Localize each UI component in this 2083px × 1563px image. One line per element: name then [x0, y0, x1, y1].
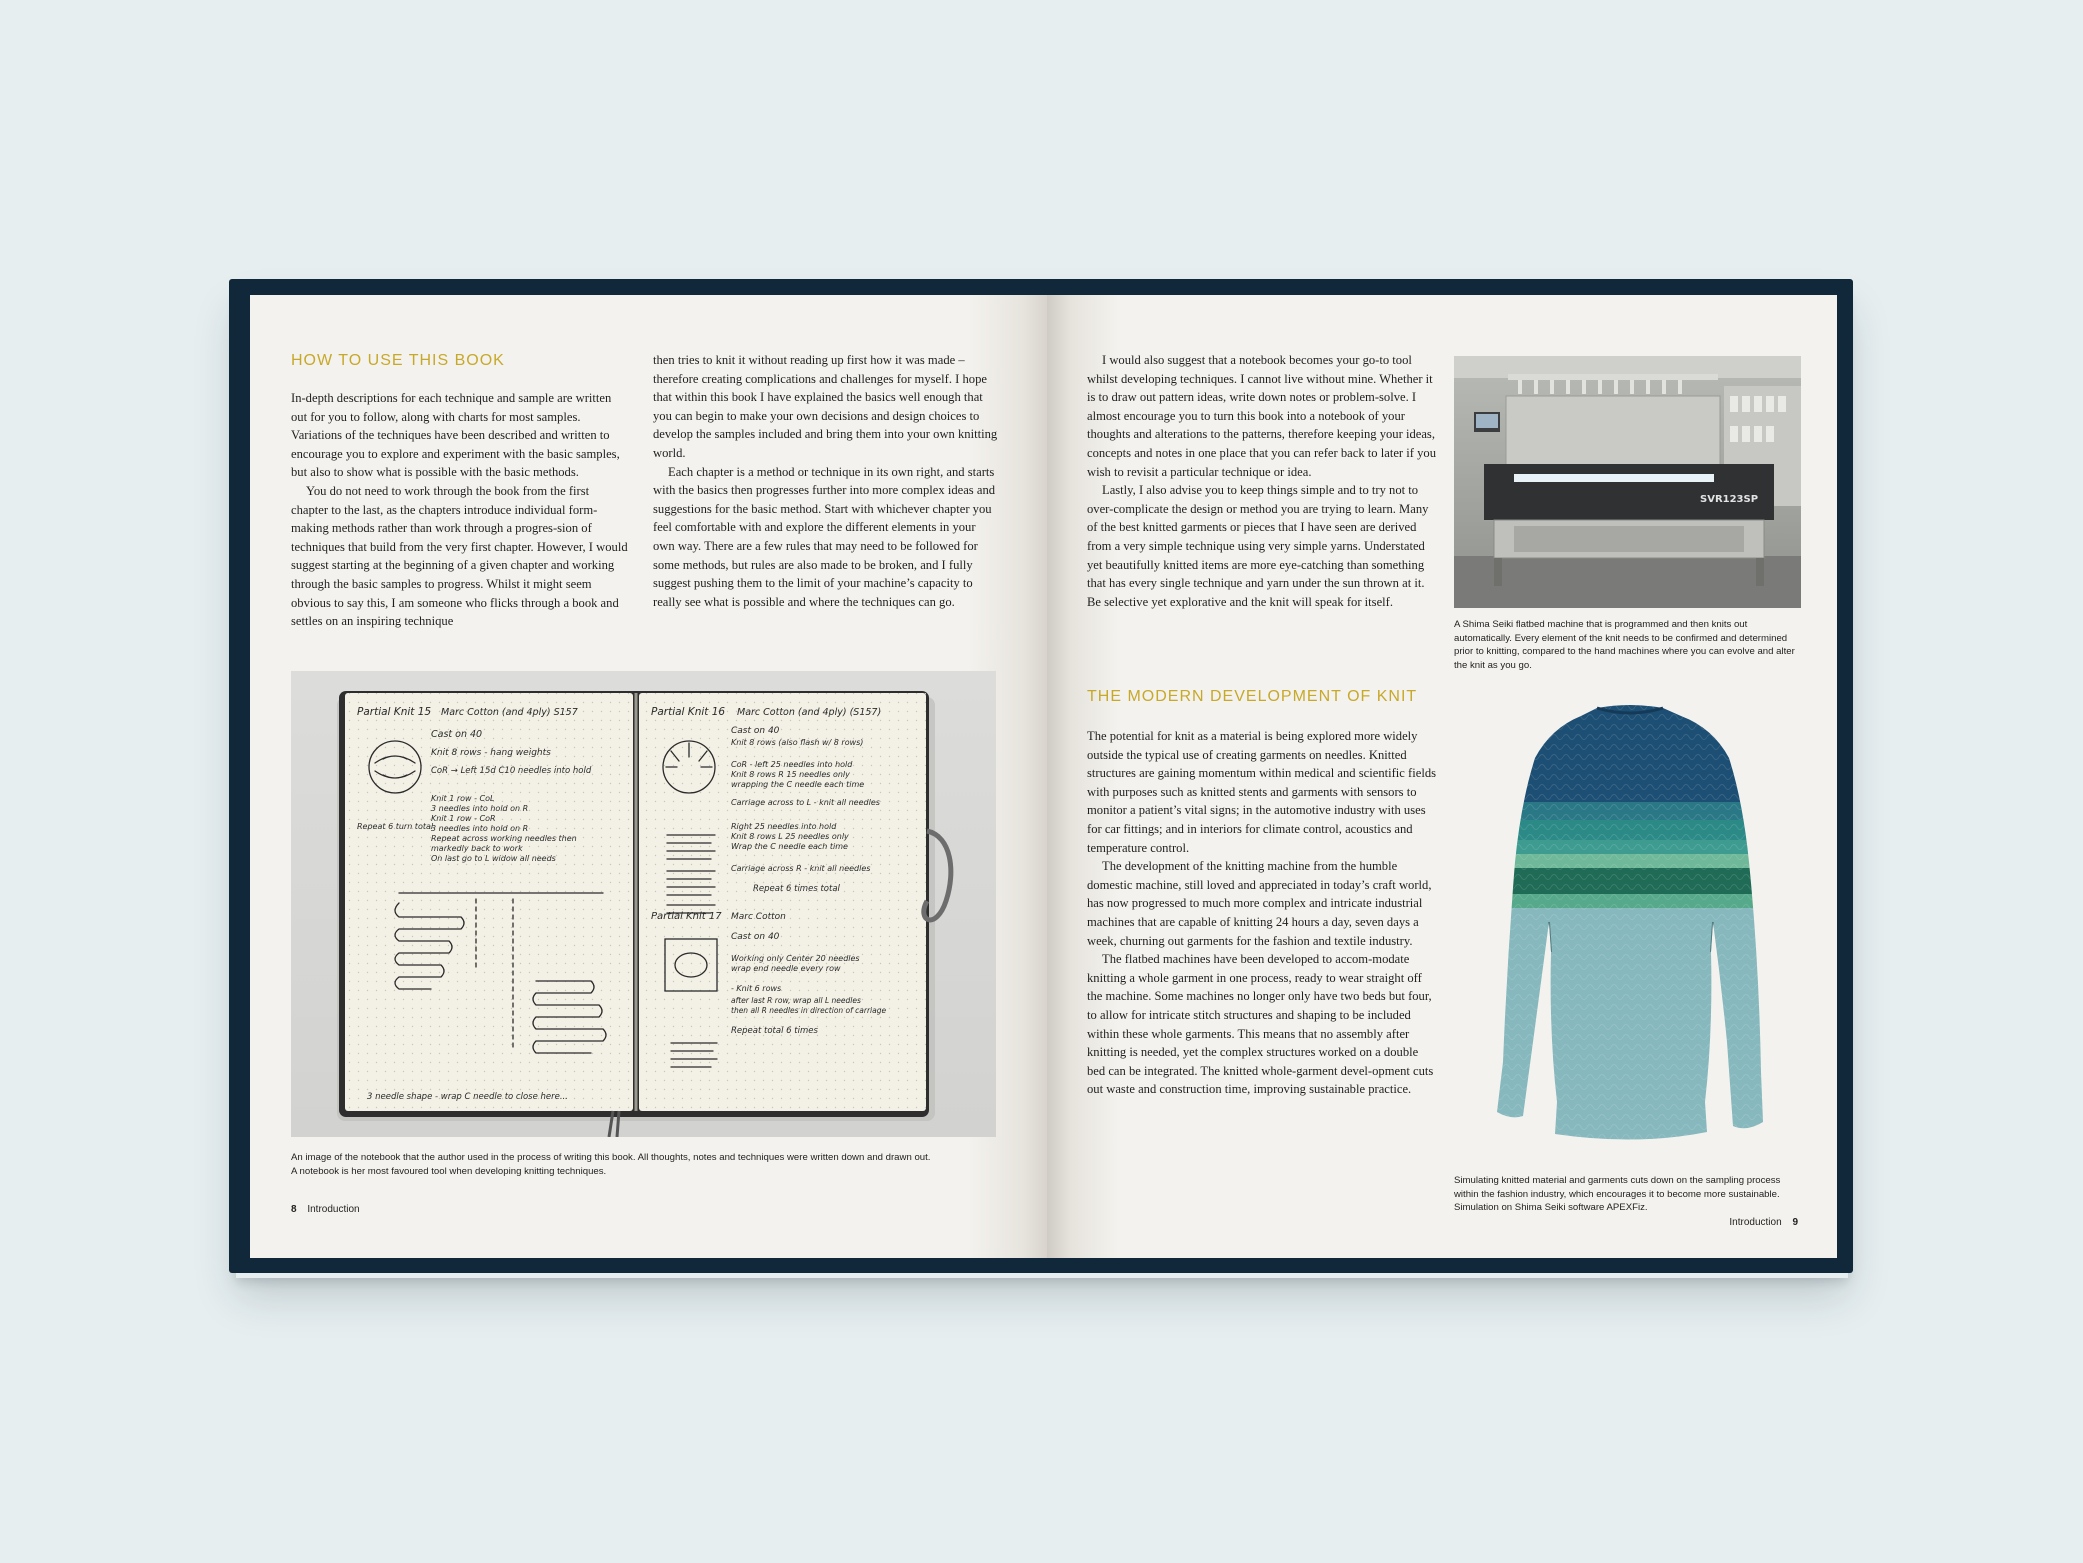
machine-caption: A Shima Seiki flatbed machine that is programmed and then knits out automatically. Every element of the knit needs to be confirmed and determined prior to knitting, compared to the hand machines where you can evolve and alter the knit as you go. — [1454, 619, 1795, 671]
notebook-line: Knit 1 row - CoR — [431, 814, 496, 823]
caption-line: An image of the notebook that the author used in the process of writing this book. All thoughts, notes and techniques were written down and drawn out. — [291, 1152, 931, 1163]
notebook-line: - Knit 6 rows — [731, 984, 782, 993]
notebook-line: Cast on 40 — [731, 726, 780, 736]
notebook-side-note: Repeat 6 turn total — [357, 822, 434, 831]
notebook-line: Repeat 6 times total — [753, 884, 840, 894]
notebook-line: Knit 8 rows - hang weights — [431, 748, 551, 758]
page-number: 8 — [291, 1204, 297, 1215]
notebook-photo — [291, 671, 996, 1137]
notebook-right-title-2: Partial Knit 17 — [651, 911, 722, 922]
notebook-footer: 3 needle shape - wrap C needle to close here... — [367, 1092, 568, 1102]
left-page — [250, 295, 1047, 1258]
notebook-line: Knit 1 row - CoL — [431, 794, 495, 803]
sweater-caption: Simulating knitted material and garments cuts down on the sampling process within the fashion industry, which encourages it to become more sustainable. Simulation on Shima Seiki software APEXFiz. — [1454, 1175, 1781, 1214]
notebook-line: CoR → Left 15d C10 needles into hold — [431, 766, 592, 776]
right-text-column-1 — [1087, 351, 1437, 611]
paragraph: The development of the knitting machine from the humble domestic machine, still loved and appreciated in today’s craft world, has now progressed to much more complex and intricate industrial machines that are capable of knitting 24 hours a day, seven days a week, churning out garments for the fashion and textile industry. — [1087, 859, 1432, 948]
notebook-line: 3 needles into hold on R — [431, 804, 529, 813]
running-footer: Introduction — [307, 1204, 360, 1215]
notebook-line: CoR - left 25 needles into hold — [731, 760, 853, 769]
section-heading-modern-development: THE MODERN DEVELOPMENT OF KNIT — [1087, 688, 1418, 705]
notebook-left-subtitle: Marc Cotton (and 4ply) S157 — [441, 707, 578, 718]
notebook-line: Cast on 40 — [431, 729, 483, 740]
notebook-line: Carriage across R - knit all needles — [731, 864, 871, 873]
section-heading-how-to-use: HOW TO USE THIS BOOK — [291, 352, 505, 369]
knitting-machine-photo — [1454, 356, 1801, 608]
notebook-line: Repeat total 6 times — [731, 1026, 818, 1036]
notebook-line: Repeat across working needles then — [431, 834, 577, 843]
notebook-line: wrapping the C needle each time — [731, 780, 865, 789]
caption-line: A notebook is her most favoured tool when developing knitting techniques. — [291, 1165, 607, 1177]
paragraph: Lastly, I also advise you to keep things simple and to try not to over-complicate the design or method you are trying to learn. Many of the best knitted garments or pieces that I have seen are derived from a very simple technique using very simple yarns. Understated yet beautifully knitted items are more eye-catching than something that has every single technique and yarn under the sun thrown at it. Be selective yet explorative and the knit will speak for itself. — [1087, 483, 1429, 609]
right-page — [1047, 295, 1837, 1258]
notebook-line: Knit 8 rows L 25 needles only — [731, 832, 849, 841]
notebook-line: after last R row, wrap all L needles — [731, 996, 861, 1005]
notebook-line: On last go to L widow all needs — [431, 854, 556, 863]
notebook-line: 3 needles into hold on R — [431, 824, 529, 833]
left-text-column-2 — [653, 351, 999, 611]
notebook-line: Knit 8 rows (also flash w/ 8 rows) — [731, 738, 864, 747]
notebook-line: wrap end needle every row — [731, 964, 841, 973]
sweater-simulation-image — [1467, 702, 1793, 1146]
notebook-caption — [291, 1151, 1001, 1178]
page-number: 9 — [1792, 1217, 1798, 1228]
notebook-right-title: Partial Knit 16 — [651, 706, 726, 718]
paragraph: then tries to knit it without reading up first how it was made – therefore creating complications and challenges for myself. I hope that within this book I have explained the basics well enough that you can begin to make your own decisions and design choices to develop the samples included and bring them into your own knitting world. — [653, 353, 998, 460]
paragraph: In-depth descriptions for each technique and sample are written out for you to follow, along with charts for most samples. Variations of the techniques have been described and written to encourage you to explore and experiment with the basic samples, but also to show what is possible with the basic methods. — [291, 391, 620, 480]
notebook-line: Right 25 needles into hold — [731, 822, 837, 831]
left-text-column-1 — [291, 389, 628, 631]
notebook-line: then all R needles in direction of carriage — [731, 1006, 887, 1015]
notebook-right-subtitle: Marc Cotton (and 4ply) (S157) — [737, 707, 882, 718]
paragraph: Each chapter is a method or technique in its own right, and starts with the basics then progresses further into more complex ideas and suggestions for the basic method. Start with whichever chapter you feel comfortable with and explore the different elements in your own way. There are a few rules that may need to be followed for some methods, but rules are also made to be broken, and I fully suggest pushing them to the limit of your machine’s capacity to really see what is possible and where the techniques can go. — [653, 464, 996, 609]
notebook-line: markedly back to work — [431, 844, 523, 853]
notebook-left-title: Partial Knit 15 — [357, 706, 432, 718]
right-text-column-2 — [1087, 727, 1437, 1099]
notebook-line: Wrap the C needle each time — [731, 842, 848, 851]
notebook-line: Working only Center 20 needles — [731, 954, 860, 963]
paragraph: The flatbed machines have been developed to accom-modate knitting a whole garment in one process, ready to wear straight off the machine. Some machines no longer only have two beds but four, to allow for intricate stitch structures and shaping to be included within these whole garments. This means that no assembly after knitting is needed, yet the complex structures worked on a double bed can be integrated. The knitted whole-garment devel-opment cuts out waste and construction time, improving sustainable practice. — [1087, 952, 1434, 1097]
notebook-right-subtitle-2: Marc Cotton — [731, 912, 786, 922]
notebook-line: Knit 8 rows R 15 needles only — [731, 770, 850, 779]
running-footer: Introduction — [1729, 1217, 1782, 1228]
paragraph: The potential for knit as a material is being explored more widely outside the typical use of creating garments on needles. Knitted structures are gaining momentum within medical and scientific fields with purposes such as knitted stents and garments with sensors to monitor a patient’s vital signs; in the automotive industry with uses for car fittings; and in interiors for climate control, acoustics and temperature control. — [1087, 729, 1437, 855]
notebook-line: Cast on 40 — [731, 932, 780, 942]
paragraph: I would also suggest that a notebook becomes your go-to tool whilst developing techniques. I cannot live without mine. Whether it is to draw out pattern ideas, write down notes or problem-solve. I almost encourage you to turn this book into a notebook of your thoughts and alterations to the patterns, therefore keeping your ideas, concepts and notes in one place that you can refer back to later if you wish to revisit a particular technique or idea. — [1087, 353, 1436, 479]
left-folio — [291, 1204, 360, 1215]
paragraph: You do not need to work through the book from the first chapter to the last, as the chapters introduce individual form-making methods rather than work through a progres-sion of techniques that build from the very first chapter. However, I would suggest starting at the beginning of a given chapter and working through the basic samples to progress. Whilst it might seem obvious to say this, I am someone who flicks through a book and settles on an inspiring technique — [291, 483, 628, 629]
right-folio — [1729, 1217, 1798, 1228]
machine-label: SVR123SP — [1700, 494, 1759, 505]
notebook-line: Carriage across to L - knit all needles — [731, 798, 880, 807]
